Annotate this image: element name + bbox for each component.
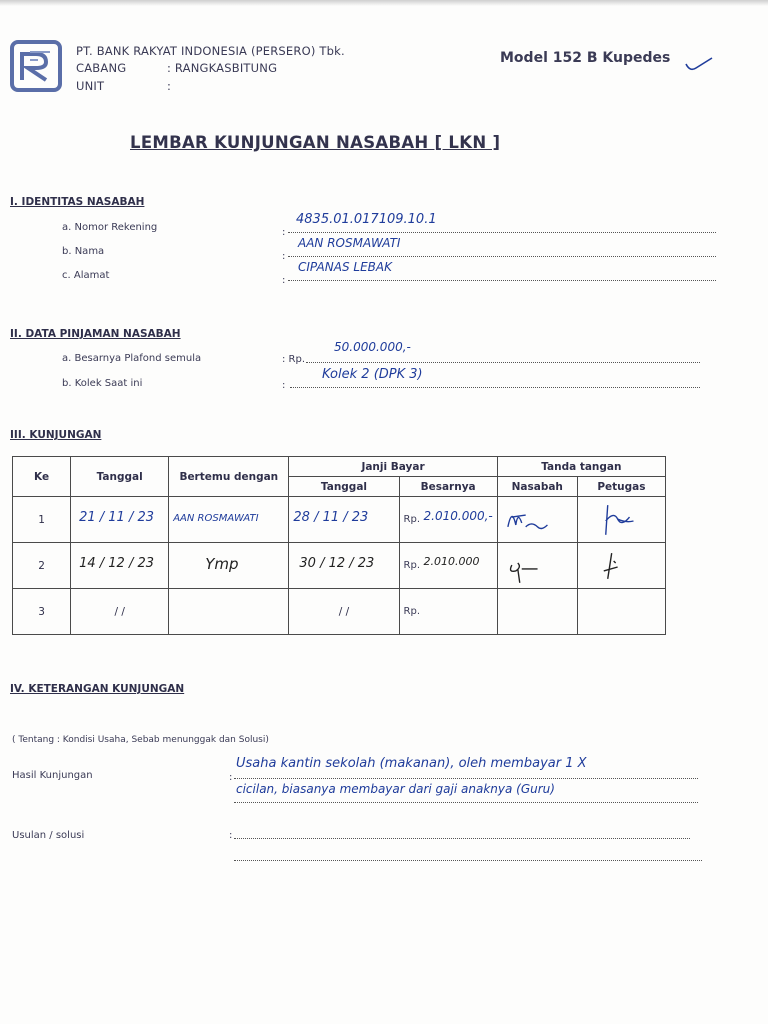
handwritten-rekening: 4835.01.017109.10.1 [296,212,437,227]
dotted-line [234,802,698,803]
handwritten-tanggal: 14 / 12 / 23 [79,556,154,571]
cell-bertemu [169,589,289,635]
colon: : [282,227,286,238]
cell-ke: 1 [13,497,71,543]
header-ke: Ke [13,457,71,497]
kolek-prefix: : [282,380,286,391]
table-row [13,589,666,635]
handwritten-bertemu: AAN ROSMAWATI [173,513,259,524]
signature-nasabah [498,497,577,542]
cell-janji-tanggal [289,497,399,543]
handwritten-alamat: CIPANAS LEBAK [298,260,392,274]
cell-ke: 3 [13,589,71,635]
scan-edge [0,0,768,6]
header-nasabah: Nasabah [497,477,577,497]
field-label-nama: b. Nama [62,246,105,257]
signature-nasabah [498,543,577,588]
section-2-heading: II. DATA PINJAMAN NASABAH [10,328,181,340]
cell-besarnya [399,589,497,635]
usulan-label: Usulan / solusi [12,830,85,841]
cell-sign-petugas [577,589,665,635]
header-besarnya: Besarnya [399,477,497,497]
handwritten-hasil-line2: cicilan, biasanya membayar dari gaji anaknya (Guru) [236,782,555,796]
section-4-heading: IV. KETERANGAN KUNJUNGAN [10,683,185,695]
cell-sign-nasabah [497,497,577,543]
dotted-line [234,778,698,779]
field-label-rekening: a. Nomor Rekening [62,222,158,233]
dotted-line [234,838,690,839]
rp-label: Rp. [403,514,421,525]
usulan-colon: : [229,830,233,841]
cell-sign-nasabah [497,589,577,635]
rp-label: Rp. [403,560,421,571]
signature-petugas [578,497,665,542]
dotted-line [288,232,716,233]
field-label-plafond: a. Besarnya Plafond semula [62,353,202,364]
handwritten-bertemu: Ymp [205,555,239,573]
handwritten-janji-tanggal: 28 / 11 / 23 [293,510,369,525]
dotted-line [234,860,702,861]
cell-janji-tanggal: / / [289,589,399,635]
section-4-note: ( Tentang : Kondisi Usaha, Sebab menunggak dan Solusi) [12,735,269,745]
form-model: Model 152 B Kupedes [500,50,671,66]
dotted-line [288,280,716,281]
cell-tanggal [71,543,169,589]
cell-besarnya [399,497,497,543]
bri-logo [10,40,62,92]
handwritten-plafond: 50.000.000,- [334,340,411,354]
table-row [13,497,666,543]
signature-petugas [578,543,665,588]
header-tanggal: Tanggal [71,457,169,497]
header-janji-tanggal: Tanggal [289,477,399,497]
dotted-line [288,256,716,257]
handwritten-kolek: Kolek 2 (DPK 3) [322,367,423,382]
cabang-label: CABANG [76,61,127,75]
cell-sign-petugas [577,497,665,543]
header-petugas: Petugas [577,477,665,497]
cell-bertemu [169,497,289,543]
header-bertemu: Bertemu dengan [169,457,289,497]
dotted-line [290,387,700,388]
hasil-label: Hasil Kunjungan [12,770,93,781]
cell-janji-tanggal [289,543,399,589]
handwritten-hasil-line1: Usaha kantin sekolah (makanan), oleh membayar 1 X [236,756,587,771]
table-row [13,543,666,589]
header-tanda-tangan: Tanda tangan [497,457,665,477]
cell-sign-petugas [577,543,665,589]
rp-label: Rp. [403,606,421,617]
handwritten-janji-tanggal: 30 / 12 / 23 [299,556,375,571]
handwritten-besarnya: 2.010.000,- [423,509,493,523]
handwritten-tanggal: 21 / 11 / 23 [79,510,154,525]
field-label-kolek: b. Kolek Saat ini [62,378,143,389]
cell-bertemu [169,543,289,589]
cell-besarnya [399,543,497,589]
cell-sign-nasabah [497,543,577,589]
colon: : [282,275,286,286]
section-1-heading: I. IDENTITAS NASABAH [10,196,145,208]
hasil-colon: : [229,772,233,783]
handwritten-besarnya: 2.010.000 [423,555,480,568]
cabang-value: : RANGKASBITUNG [167,61,278,75]
visit-table [12,456,666,635]
check-mark [684,56,714,72]
dotted-line [306,362,700,363]
cell-tanggal: / / [71,589,169,635]
section-3-heading: III. KUNJUNGAN [10,429,102,441]
header-janji-bayar: Janji Bayar [289,457,497,477]
field-label-alamat: c. Alamat [62,270,110,281]
plafond-prefix: : Rp. [282,354,306,365]
unit-label: UNIT [76,79,105,93]
cell-ke: 2 [13,543,71,589]
handwritten-nama: AAN ROSMAWATI [298,236,401,250]
company-name: PT. BANK RAKYAT INDONESIA (PERSERO) Tbk. [76,44,345,58]
colon: : [282,251,286,262]
unit-value: : [167,79,172,93]
cell-tanggal [71,497,169,543]
page-title: LEMBAR KUNJUNGAN NASABAH [ LKN ] [130,133,501,152]
